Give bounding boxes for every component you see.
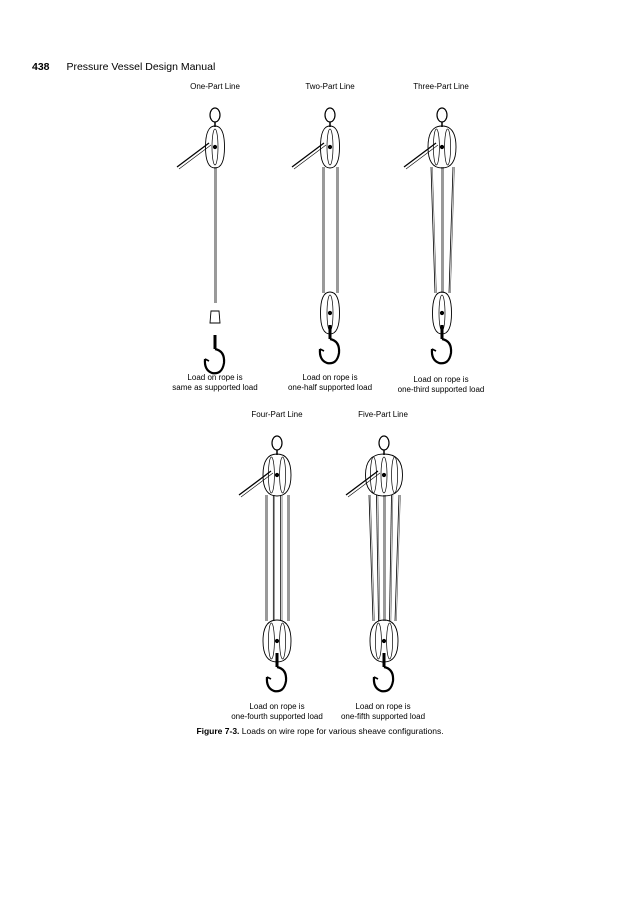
figure-caption-four-part: [222, 702, 332, 722]
page-header: [32, 61, 215, 73]
lead-rope: [404, 143, 436, 167]
top-block-sheave: [433, 129, 439, 165]
lead-rope: [292, 143, 324, 167]
figure-caption-text: Loads on wire rope for various sheave configurations.: [241, 726, 444, 736]
figure-caption-one-part: [160, 373, 270, 393]
top-eye: [210, 108, 220, 122]
caption-line-1: Load on rope is: [302, 373, 358, 382]
top-block-sheave: [392, 457, 398, 493]
figure-title-one-part: One-Part Line: [190, 82, 240, 91]
figure-caption-three-part: [386, 375, 496, 395]
top-eye: [272, 436, 282, 450]
caption-line-2: same as supported load: [172, 383, 258, 392]
top-block-axle: [328, 145, 331, 148]
figure-title-three-part: Three-Part Line: [413, 82, 469, 91]
caption-line-1: Load on rope is: [187, 373, 243, 382]
rope-socket: [210, 311, 220, 323]
top-block-axle: [382, 473, 385, 476]
top-block-axle: [275, 473, 278, 476]
top-block-sheave: [280, 457, 286, 493]
four-part-line-illustration: [227, 423, 327, 703]
bottom-block-axle: [440, 311, 443, 314]
bottom-block-sheave: [375, 623, 381, 659]
bottom-block-axle: [382, 639, 385, 642]
five-part-line-illustration: [334, 423, 434, 703]
top-block-sheave: [445, 129, 451, 165]
bottom-block-sheave: [268, 623, 274, 659]
bottom-block-sheave: [280, 623, 286, 659]
top-eye: [325, 108, 335, 122]
top-eye: [437, 108, 447, 122]
caption-line-1: Load on rope is: [355, 702, 411, 711]
one-part-line-illustration: [165, 95, 265, 375]
lead-rope: [239, 471, 271, 495]
figure-title-four-part: Four-Part Line: [251, 410, 303, 419]
caption-line-2: one-fourth supported load: [231, 712, 323, 721]
caption-line-2: one-half supported load: [287, 383, 373, 392]
lead-rope-edge: [348, 473, 380, 497]
figure-title-two-part: Two-Part Line: [305, 82, 355, 91]
figure-label: Figure 7-3.: [196, 726, 240, 736]
caption-line-2: one-fifth supported load: [340, 712, 426, 721]
book-title: Pressure Vessel Design Manual: [66, 61, 216, 73]
top-eye: [379, 436, 389, 450]
caption-line-1: Load on rope is: [249, 702, 305, 711]
top-block-axle: [213, 145, 216, 148]
figure-caption-five-part: [328, 702, 438, 722]
figure-caption-two-part: [275, 373, 385, 393]
top-block-axle: [440, 145, 443, 148]
lead-rope: [177, 143, 209, 167]
figure-caption: [0, 726, 640, 736]
bottom-block-sheave: [387, 623, 393, 659]
figure-title-five-part: Five-Part Line: [358, 410, 408, 419]
caption-line-2: one-third supported load: [397, 385, 485, 394]
page-number: 438: [32, 61, 50, 73]
two-part-line-illustration: [280, 95, 380, 375]
bottom-block-axle: [275, 639, 278, 642]
bottom-block-axle: [328, 311, 331, 314]
lead-rope: [346, 471, 378, 495]
caption-line-1: Load on rope is: [413, 375, 469, 384]
top-block-sheave: [268, 457, 274, 493]
three-part-line-illustration: [392, 95, 492, 375]
